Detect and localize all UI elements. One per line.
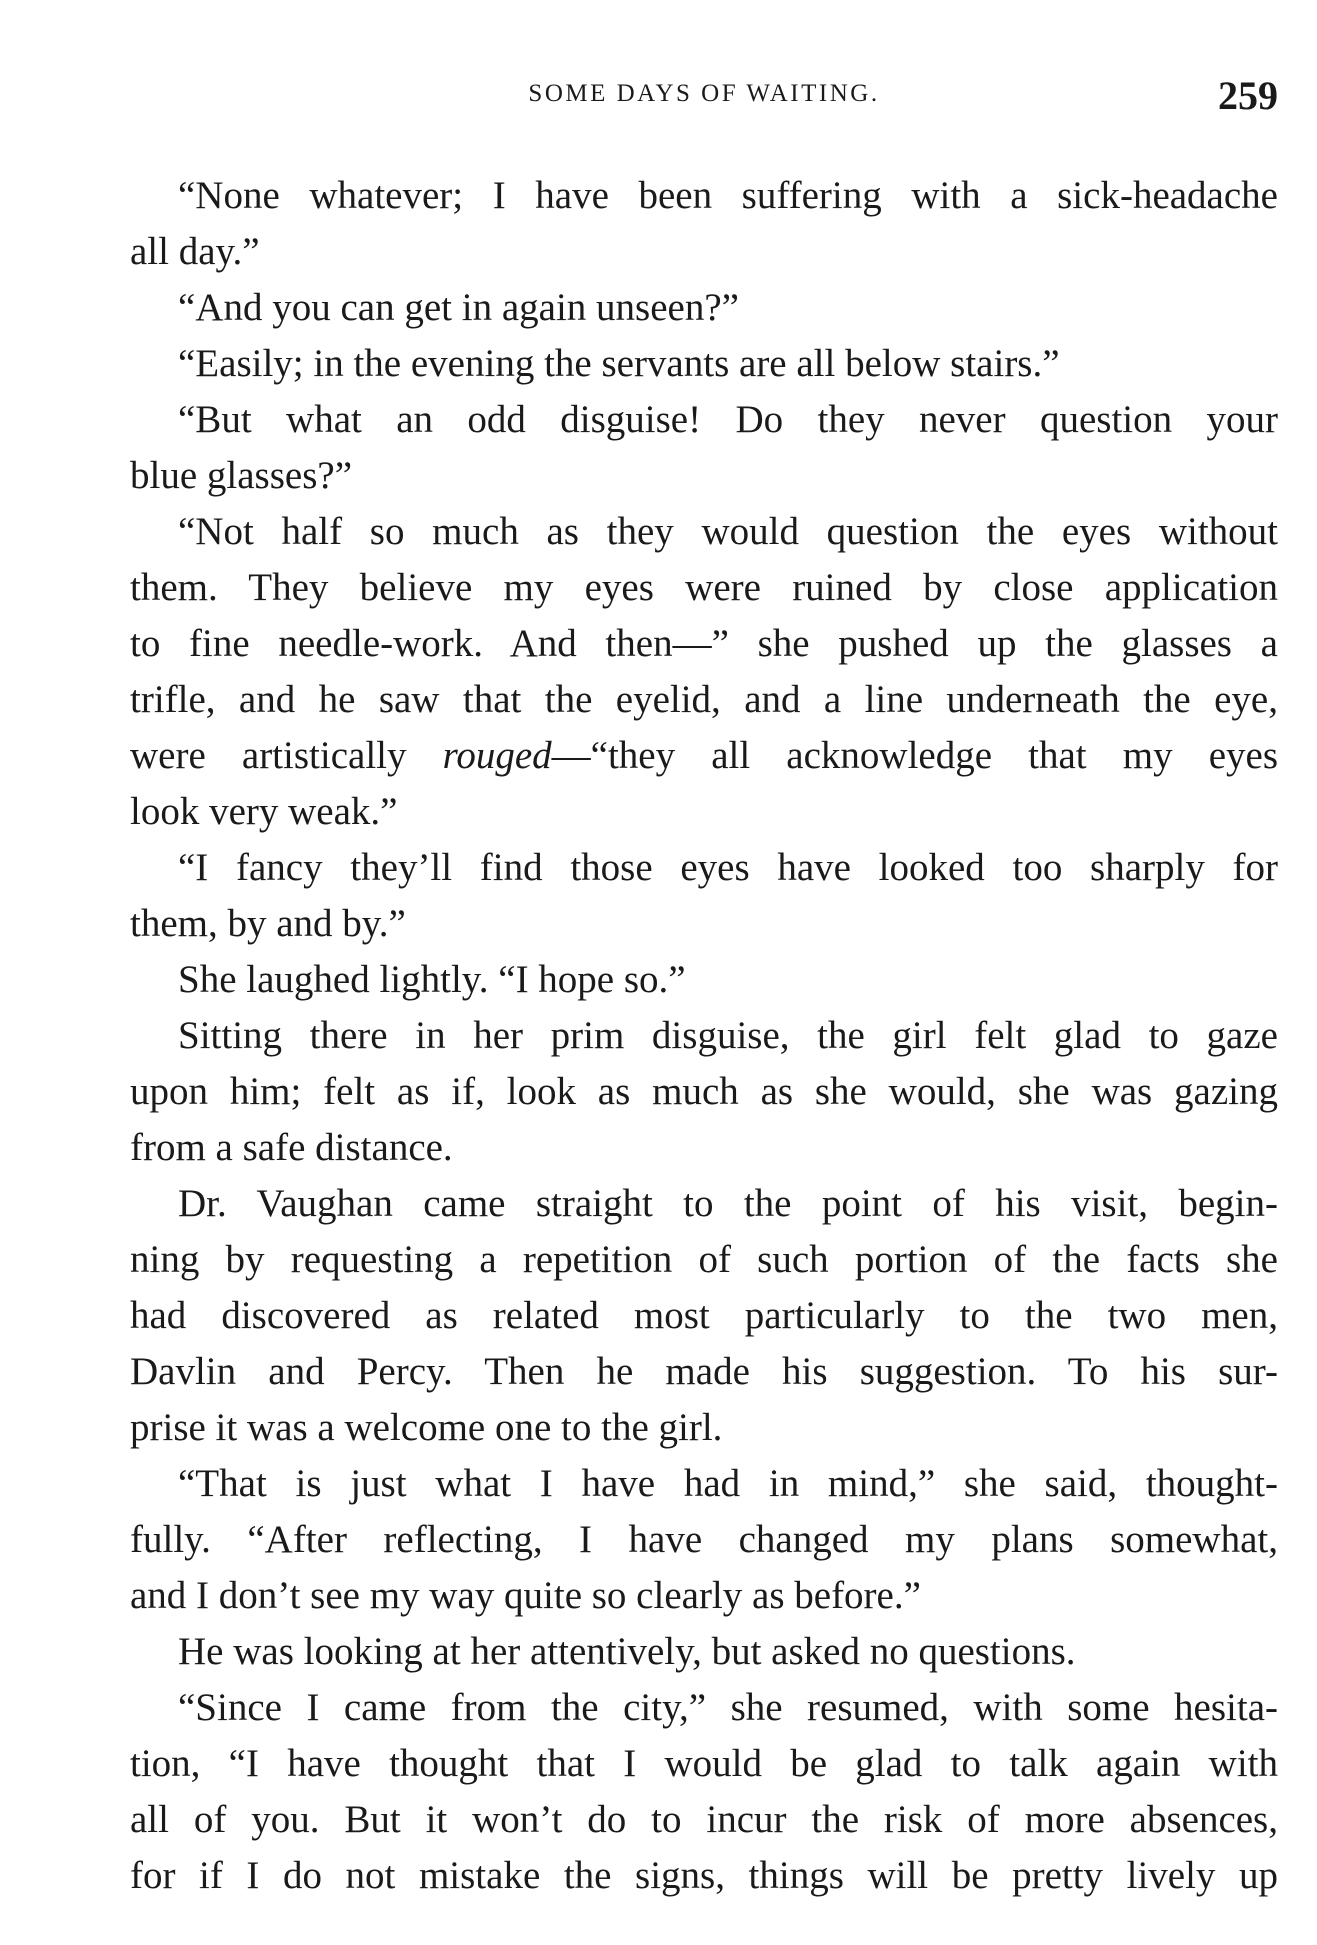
text-line: look very weak.” <box>130 790 398 833</box>
text-line: “Not half so much as they would question the eyes without <box>178 510 1278 553</box>
text-line: Dr. Vaughan came straight to the point of his visit, begin- <box>178 1182 1278 1225</box>
text-line: Sitting there in her prim disguise, the girl felt glad to gaze <box>178 1014 1278 1057</box>
text-line: “But what an odd disguise! Do they never question your <box>178 398 1278 441</box>
text-line: trifle, and he saw that the eyelid, and a line underneath the eye, <box>130 678 1278 721</box>
text-segment: were artistically <box>130 734 443 777</box>
text-line: had discovered as related most particularly to the two men, <box>130 1294 1278 1337</box>
italic-word: rouged <box>442 734 552 777</box>
text-line: upon him; felt as if, look as much as she would, she was gazing <box>130 1070 1278 1113</box>
text-line: He was looking at her attentively, but asked no questions. <box>178 1630 1076 1673</box>
text-line: “Easily; in the evening the servants are all below stairs.” <box>178 342 1060 385</box>
text-line: “None whatever; I have been suffering with a sick-headache <box>178 174 1278 217</box>
text-line: “Since I came from the city,” she resumed, with some hesita- <box>178 1686 1278 1729</box>
text-line: “That is just what I have had in mind,” she said, thought- <box>178 1462 1278 1505</box>
text-line: blue glasses?” <box>130 454 353 497</box>
text-line: “I fancy they’ll find those eyes have looked too sharply for <box>178 846 1278 889</box>
text-line: tion, “I have thought that I would be glad to talk again with <box>130 1742 1278 1785</box>
text-segment: —“they all acknowledge that my eyes <box>551 734 1278 777</box>
text-line <box>130 728 1278 784</box>
text-line: and I don’t see my way quite so clearly as before.” <box>130 1574 921 1617</box>
text-line: prise it was a welcome one to the girl. <box>130 1406 723 1449</box>
text-line: them. They believe my eyes were ruined by close application <box>130 566 1278 609</box>
body-text <box>130 168 1278 1904</box>
text-line: all day.” <box>130 230 260 273</box>
text-line: fully. “After reflecting, I have changed my plans somewhat, <box>130 1518 1278 1561</box>
text-line: all of you. But it won’t do to incur the risk of more absences, <box>130 1798 1278 1841</box>
text-line: to fine needle-work. And then—” she pushed up the glasses a <box>130 622 1278 665</box>
text-line: Davlin and Percy. Then he made his suggestion. To his sur- <box>130 1350 1278 1393</box>
text-line: She laughed lightly. “I hope so.” <box>178 958 686 1001</box>
running-head <box>130 72 1278 122</box>
text-line: ning by requesting a repetition of such portion of the facts she <box>130 1238 1278 1281</box>
chapter-title: SOME DAYS OF WAITING. <box>528 80 880 107</box>
text-line: for if I do not mistake the signs, things will be pretty lively up <box>130 1854 1278 1897</box>
page-number: 259 <box>1218 73 1278 118</box>
text-line: from a safe distance. <box>130 1126 453 1169</box>
text-line: “And you can get in again unseen?” <box>178 286 739 329</box>
text-line: them, by and by.” <box>130 902 406 945</box>
